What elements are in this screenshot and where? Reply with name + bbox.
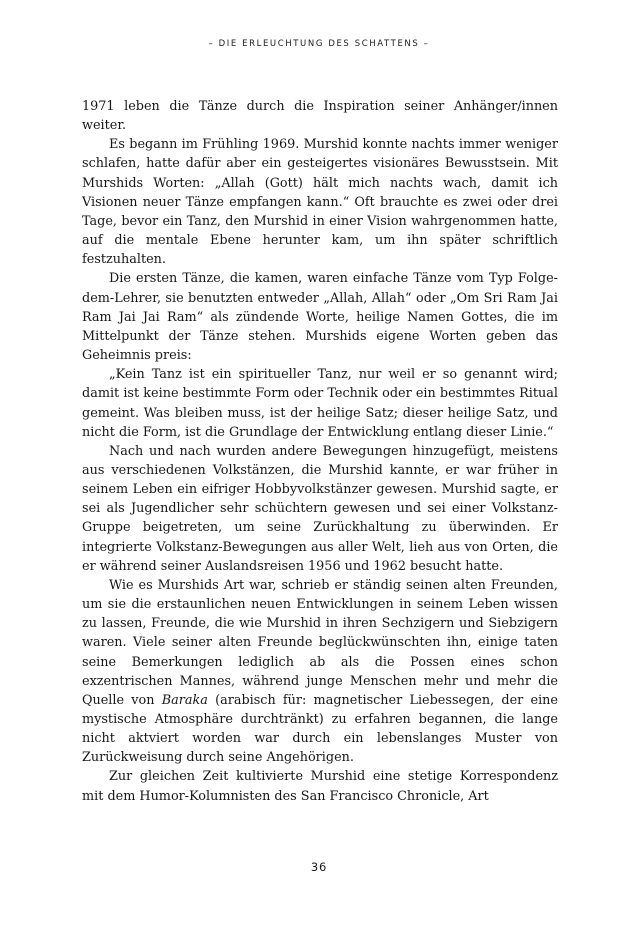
paragraph-5: Nach und nach wurden andere Bewegungen hinzugefügt, meistens aus verschiedenen Volkstänzen, die Murshid kannte, er war früher in seinem Leben ein eifriger Hobbyvolkstänzer gewesen. Murshid sagte, er sei als Jugendlicher sehr schüchtern gewesen und sei einer Volkstanz-Gruppe beigetreten, um seine Zurückhaltung zu überwinden. Er integrierte Volkstanz-Bewegungen aus aller Welt, lieh aus von Orten, die er während seiner Auslandsreisen 1956 und 1962 besucht hatte. — [82, 443, 558, 574]
paragraph-6 — [82, 576, 558, 768]
paragraph-6-text-after: (arabisch für: magnetischer Liebessegen, der eine mystische Atmosphäre durchtränkt) zu erfahren begannen, die lange nicht aktviert worden war durch ein lebenslanges Muster von Zurückweisung durch seine Angehörigen. — [82, 692, 558, 766]
page-number: 36 — [310, 860, 328, 874]
baraka-emphasis: Baraka — [161, 692, 208, 708]
paragraph-2: Es begann im Frühling 1969. Murshid konnte nachts immer weniger schlafen, hatte dafür aber ein gesteigertes visionäres Bewusstsein. Mit Murshids Worten: „Allah (Gott) hält mich nachts wach, damit ich Visionen neuer Tänze empfangen kann.“ Oft brauchte es zwei oder drei Tage, bevor ein Tanz, den Murshid in einer Vision wahrgenommen hatte, auf die mentale Ebene herunter kam, um ihn später schriftlich festzuhalten. — [82, 137, 558, 268]
body-text — [82, 97, 558, 806]
paragraph-1: 1971 leben die Tänze durch die Inspiration seiner Anhänger/innen weiter. — [82, 99, 558, 134]
paragraph-3: Die ersten Tänze, die kamen, waren einfache Tänze vom Typ Folge-dem-Lehrer, sie benutzten entweder „Allah, Allah“ oder „Om Sri Ram Jai Ram Jai Jai Ram“ als zündende Worte, heilige Namen Gottes, die im Mittelpunkt der Tänze stehen. Murshids eigene Worten geben das Geheimnis preis: — [82, 271, 558, 364]
paragraph-7: Zur gleichen Zeit kultivierte Murshid eine stetige Korrespondenz mit dem Humor-Kolumnisten des San Francisco Chronicle, Art — [82, 769, 558, 804]
paragraph-quote: „Kein Tanz ist ein spiritueller Tanz, nur weil er so genannt wird; damit ist keine bestimmte Form oder Technik oder ein bestimmtes Ritual gemeint. Was bleiben muss, ist der heilige Satz; dieser heilige Satz, und nicht die Form, ist die Grundlage der Entwicklung entlang dieser Linie.“ — [82, 367, 558, 440]
running-header: – DIE ERLEUCHTUNG DES SCHATTENS – — [208, 39, 430, 49]
paragraph-6-text-before: Wie es Murshids Art war, schrieb er ständig seinen alten Freunden, um sie die erstaunlichen neuen Entwicklungen in seinem Leben wissen zu lassen, Freunde, die wie Murshid in ihren Sechzigern und Siebzigern waren. Viele seiner alten Freunde beglückwünschten ihn, einige taten seine Bemerkungen lediglich ab als die Possen eines schon exzentrischen Mannes, während junge Menschen mehr und mehr die Quelle von — [82, 577, 558, 708]
